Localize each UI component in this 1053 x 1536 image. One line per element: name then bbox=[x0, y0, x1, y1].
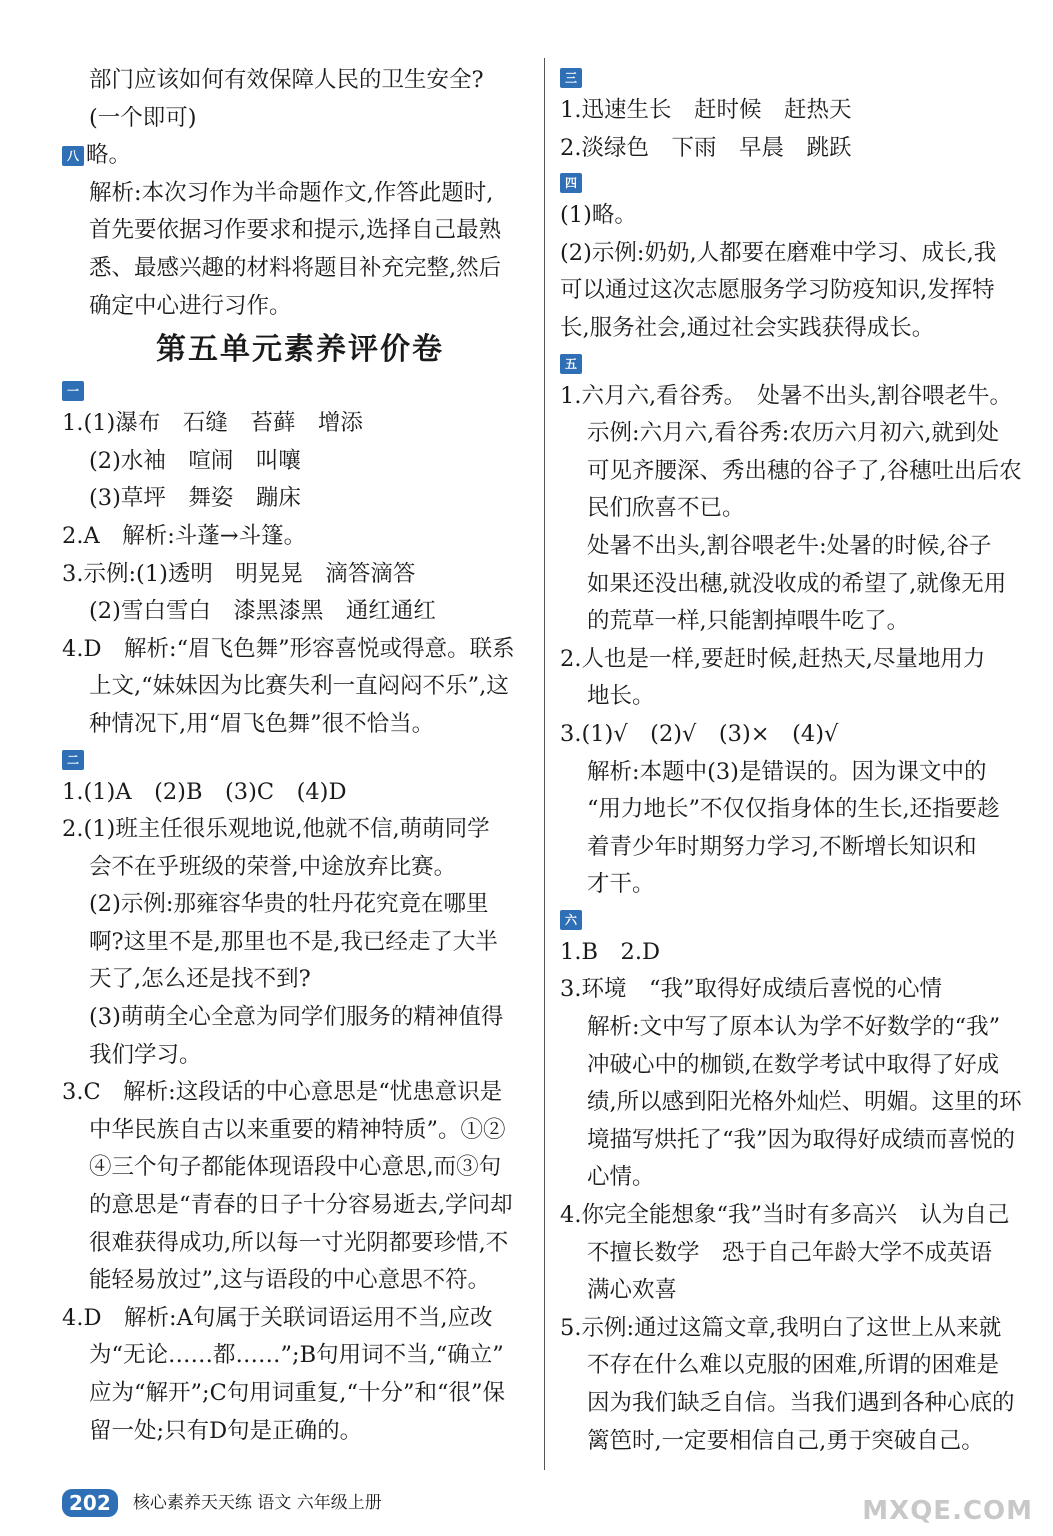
answer-line: 5.示例:通过这篇文章,我明白了这世上从来就 bbox=[560, 1314, 1002, 1341]
answer-line: 很难获得成功,所以每一寸光阴都要珍惜,不 bbox=[89, 1229, 509, 1256]
answer-line: (2)水袖 喧闹 叫嚷 bbox=[89, 447, 301, 474]
answer-line: 长,服务社会,通过社会实践获得成长。 bbox=[560, 314, 935, 341]
section-header bbox=[560, 62, 1030, 92]
page-number: 202 bbox=[62, 1489, 118, 1517]
answer-line: (一个即可) bbox=[89, 104, 197, 131]
answer-line: 3.C 解析:这段话的中心意思是“忧患意识是 bbox=[62, 1079, 503, 1106]
answer-line: 4.D 解析:“眉飞色舞”形容喜悦或得意。联系 bbox=[62, 635, 515, 662]
answer-line: 的意思是“青春的日子十分容易逝去,学问却 bbox=[89, 1192, 513, 1219]
answer-line: 3.(1)√ (2)√ (3)× (4)√ bbox=[560, 720, 839, 747]
answer-line: 篱笆时,一定要相信自己,勇于突破自己。 bbox=[587, 1427, 984, 1454]
answer-line: 示例:六月六,看谷秀:农历六月初六,就到处 bbox=[587, 420, 999, 447]
answer-line: 中华民族自古以来重要的精神特质”。①② bbox=[89, 1116, 506, 1143]
answer-line: 解析:本题中(3)是错误的。因为课文中的 bbox=[587, 758, 987, 785]
answer-line: 1.迅速生长 赶时候 赶热天 bbox=[560, 97, 852, 123]
answer-line: 部门应该如何有效保障人民的卫生安全? bbox=[89, 67, 484, 93]
section-header bbox=[62, 375, 538, 405]
answer-line: 境描写烘托了“我”因为取得好成绩而喜悦的 bbox=[587, 1126, 1016, 1153]
answer-line: 2.人也是一样,要赶时候,赶热天,尽量地用力 bbox=[560, 645, 986, 672]
answer-line: 解析:本次习作为半命题作文,作答此题时, bbox=[89, 179, 494, 206]
section-header bbox=[560, 904, 1030, 934]
answer-line: 2.淡绿色 下雨 早晨 跳跃 bbox=[560, 134, 852, 161]
answer-line: 地长。 bbox=[587, 683, 655, 710]
section-header bbox=[62, 137, 538, 175]
answer-line: 能轻易放过”,这与语段的中心意思不符。 bbox=[89, 1267, 491, 1294]
answer-line: (1)略。 bbox=[560, 202, 637, 229]
book-title: 核心素养天天练 语文 六年级上册 bbox=[132, 1493, 382, 1513]
answer-line: 2.(1)班主任很乐观地说,他就不信,萌萌同学 bbox=[62, 816, 490, 843]
watermark: MXQE.COM bbox=[862, 1496, 1033, 1526]
answer-line: 民们欣喜不已。 bbox=[587, 495, 745, 522]
answer-line: 啊?这里不是,那里也不是,我已经走了大半 bbox=[89, 928, 498, 955]
answer-line: 上文,“妹妹因为比赛失利一直闷闷不乐”,这 bbox=[89, 673, 509, 700]
answer-line: 我们学习。 bbox=[89, 1041, 202, 1068]
answer-line: 不擅长数学 恐于自己年龄大学不成英语 bbox=[587, 1239, 993, 1266]
section-header bbox=[62, 744, 538, 774]
answer-line: 留一处;只有D句是正确的。 bbox=[89, 1417, 363, 1444]
answer-line: (3)草坪 舞姿 蹦床 bbox=[89, 485, 301, 512]
answer-line: 会不在乎班级的荣誉,中途放弃比赛。 bbox=[89, 853, 457, 880]
answer-line: 不存在什么难以克服的困难,所谓的困难是 bbox=[587, 1352, 1000, 1379]
answer-line: 1.B 2.D bbox=[560, 938, 661, 965]
answer-line: 如果还没出穗,就没收成的希望了,就像无用 bbox=[587, 570, 1007, 597]
answer-line: (3)萌萌全心全意为同学们服务的精神值得 bbox=[89, 1004, 504, 1031]
answer-line: 1.(1)A (2)B (3)C (4)D bbox=[62, 778, 347, 805]
left-column bbox=[62, 62, 538, 1450]
answer-line: 可见齐腰深、秀出穗的谷子了,谷穗吐出后农 bbox=[587, 457, 1022, 484]
section-number-icon: 二 bbox=[62, 750, 84, 770]
answer-line: 才干。 bbox=[587, 871, 655, 898]
answer-line: 可以通过这次志愿服务学习防疫知识,发挥特 bbox=[560, 277, 995, 304]
answer-line: 4.你完全能想象“我”当时有多高兴 认为自己 bbox=[560, 1202, 1010, 1229]
answer-line: 悉、最感兴趣的材料将题目补充完整,然后 bbox=[89, 254, 502, 281]
answer-line: 1.六月六,看谷秀。 处暑不出头,割谷喂老牛。 bbox=[560, 382, 1013, 409]
answer-line: 4.D 解析:A句属于关联词语运用不当,应改 bbox=[62, 1304, 493, 1331]
answer-line: 冲破心中的枷锁,在数学考试中取得了好成 bbox=[587, 1051, 1000, 1078]
section-header bbox=[560, 167, 1030, 197]
answer-line: (2)示例:那雍容华贵的牡丹花究竟在哪里 bbox=[89, 891, 489, 918]
answer-line: (2)雪白雪白 漆黑漆黑 通红通红 bbox=[89, 598, 436, 625]
right-column bbox=[560, 62, 1030, 1460]
section-number-icon: 五 bbox=[560, 354, 582, 374]
unit-title: 第五单元素养评价卷 bbox=[156, 332, 444, 368]
answer-line: 1.(1)瀑布 石缝 苔藓 增添 bbox=[62, 410, 363, 437]
answer-line: 首先要依据习作要求和提示,选择自己最熟 bbox=[89, 217, 502, 244]
answer-line: 为“无论……都……”;B句用词不当,“确立” bbox=[89, 1342, 504, 1369]
section-number-icon: 六 bbox=[560, 910, 582, 930]
section-number-icon: 三 bbox=[560, 68, 582, 88]
answer-line: 天了,怎么还是找不到? bbox=[89, 966, 311, 993]
answer-line: 3.示例:(1)透明 明晃晃 滴答滴答 bbox=[62, 560, 416, 587]
answer-line: 确定中心进行习作。 bbox=[89, 292, 292, 319]
answer-line: “用力地长”不仅仅指身体的生长,还指要趁 bbox=[587, 796, 1000, 823]
answer-line: 2.A 解析:斗蓬→斗篷。 bbox=[62, 522, 307, 549]
answer-line: 绩,所以感到阳光格外灿烂、明媚。这里的环 bbox=[587, 1089, 1022, 1116]
answer-line: 着青少年时期努力学习,不断增长知识和 bbox=[587, 833, 977, 860]
answer-line: 的荒草一样,只能割掉喂牛吃了。 bbox=[587, 608, 910, 635]
column-divider bbox=[544, 58, 545, 1470]
answer-line: 3.环境 “我”取得好成绩后喜悦的心情 bbox=[560, 976, 942, 1003]
section-header bbox=[560, 348, 1030, 378]
answer-line: 解析:文中写了原本认为学不好数学的“我” bbox=[587, 1014, 1001, 1041]
section-number-icon: 八 bbox=[62, 146, 84, 166]
answer-text: 略。 bbox=[86, 142, 132, 169]
page-footer bbox=[62, 1482, 382, 1522]
answer-line: (2)示例:奶奶,人都要在磨难中学习、成长,我 bbox=[560, 239, 997, 266]
answer-line: 满心欢喜 bbox=[587, 1277, 678, 1304]
answer-line: 种情况下,用“眉飞色舞”很不恰当。 bbox=[89, 710, 435, 737]
answer-line: ④三个句子都能体现语段中心意思,而③句 bbox=[89, 1154, 502, 1181]
answer-line: 处暑不出头,割谷喂老牛:处暑的时候,谷子 bbox=[587, 532, 992, 559]
section-number-icon: 一 bbox=[62, 381, 84, 401]
answer-line: 应为“解开”;C句用词重复,“十分”和“很”保 bbox=[89, 1380, 505, 1406]
answer-line: 心情。 bbox=[587, 1164, 655, 1191]
section-number-icon: 四 bbox=[560, 173, 582, 193]
answer-line: 因为我们缺乏自信。当我们遇到各种心底的 bbox=[587, 1390, 1015, 1416]
